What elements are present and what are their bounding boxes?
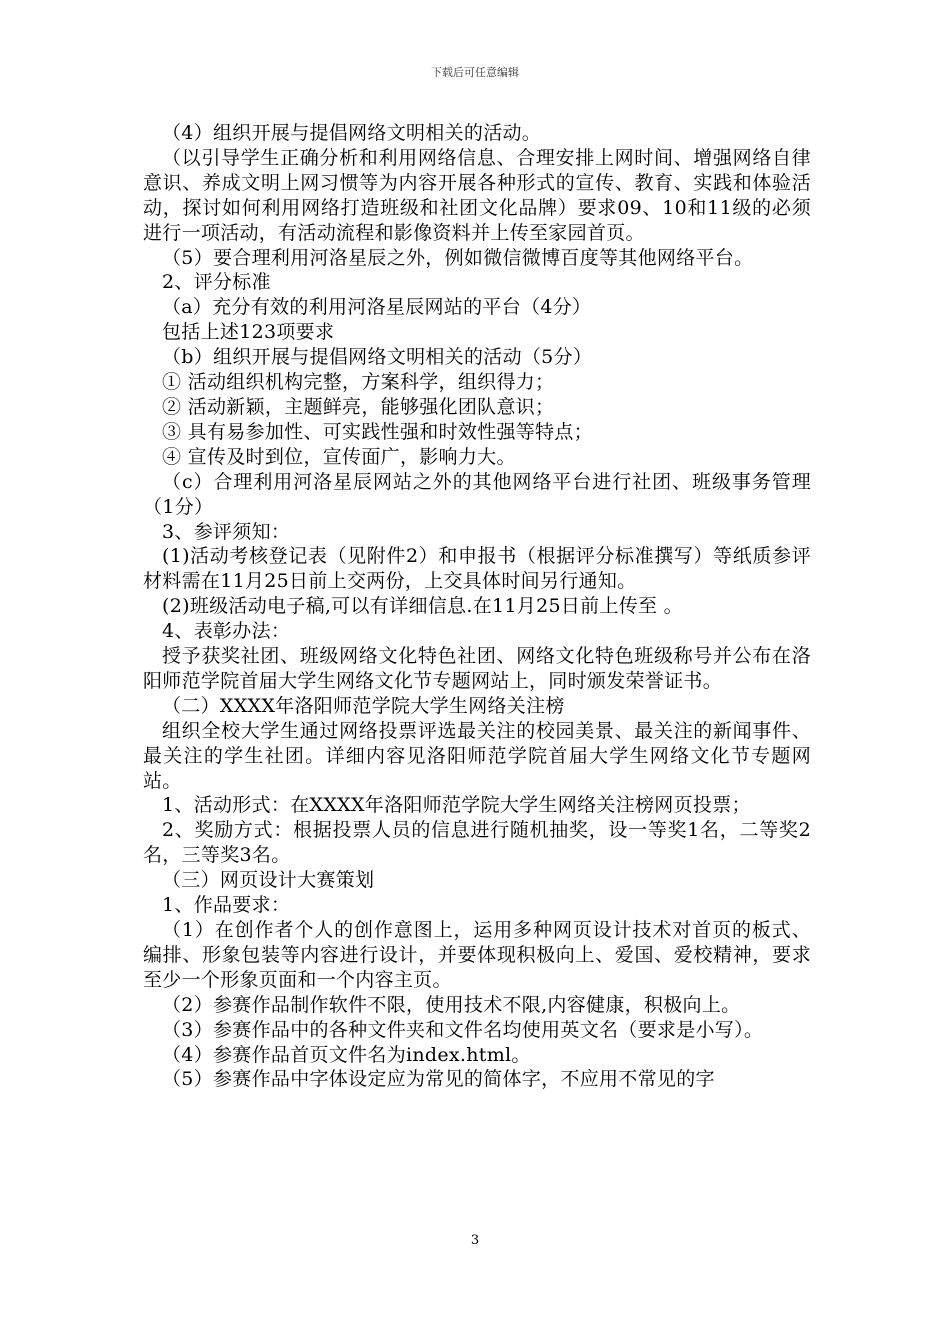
- paragraph: ① 活动组织机构完整，方案科学，组织得力；: [162, 371, 555, 394]
- paragraph: ② 活动新颖，主题鲜亮，能够强化团队意识；: [162, 395, 555, 418]
- paragraph: （2）参赛作品制作软件不限，使用技术不限,内容健康，积极向上。: [162, 993, 741, 1016]
- paragraph: （以引导学生正确分析和利用网络信息、合理安排上网时间、增强网络自律意识、养成文明上网习惯等为内容开展各种形式的宣传、教育、实践和体验活动，探讨如何利用网络打造班级和社团文化品牌）要求09、10和11级的必须进行一项活动，有活动流程和影像资料并上传至家园首页。: [143, 146, 811, 244]
- paragraph: （4）参赛作品首页文件名为index.html。: [162, 1043, 531, 1066]
- paragraph: 1、活动形式：在XXXX年洛阳师范学院大学生网络关注榜网页投票；: [162, 794, 751, 817]
- paragraph: 3、参评须知：: [162, 520, 291, 543]
- paragraph: （二）XXXX年洛阳师范学院大学生网络关注榜: [162, 694, 565, 717]
- paragraph: （三）网页设计大赛策划: [162, 869, 375, 892]
- paragraph: （5）参赛作品中字体设定应为常见的简体字，不应用不常见的字: [162, 1068, 715, 1091]
- document-body: [143, 121, 811, 1092]
- paragraph: （c）合理利用河洛星辰网站之外的其他网络平台进行社团、班级事务管理（1分）: [143, 470, 811, 518]
- paragraph: 组织全校大学生通过网络投票评选最关注的校园美景、最关注的新闻事件、最关注的学生社团。详细内容见洛阳师范学院首届大学生网络文化节专题网站。: [143, 719, 811, 792]
- paragraph: (2)班级活动电子稿,可以有详细信息.在11月25日前上传至 。: [162, 595, 683, 618]
- paragraph: （3）参赛作品中的各种文件夹和文件名均使用英文名（要求是小写）。: [162, 1018, 764, 1041]
- paragraph: 包括上述123项要求: [162, 321, 335, 344]
- paragraph: （a）充分有效的利用河洛星辰网站的平台（4分）: [162, 296, 592, 319]
- paragraph: （4）组织开展与提倡网络文明相关的活动。: [162, 122, 542, 144]
- page-header: 下载后可任意编辑: [431, 66, 519, 79]
- paragraph: ③ 具有易参加性、可实践性强和时效性强等特点；: [162, 420, 593, 443]
- page-number: 3: [470, 1233, 480, 1248]
- paragraph: （1）在创作者个人的创作意图上，运用多种网页设计技术对首页的板式、编排、形象包装等内容进行设计，并要体现积极向上、爱国、爱校精神，要求至少一个形象页面和一个内容主页。: [143, 919, 811, 991]
- paragraph: （b）组织开展与提倡网络文明相关的活动（5分）: [162, 346, 593, 369]
- paragraph: ④ 宣传及时到位，宣传面广，影响力大。: [162, 445, 516, 468]
- paragraph: 2、奖励方式：根据投票人员的信息进行随机抽奖，设一等奖1名，二等奖2名，三等奖3名。: [143, 819, 811, 867]
- paragraph: 授予获奖社团、班级网络文化特色社团、网络文化特色班级称号并公布在洛阳师范学院首届大学生网络文化节专题网站上，同时颁发荣誉证书。: [143, 645, 811, 692]
- paragraph: (1)活动考核登记表（见附件2）和申报书（根据评分标准撰写）等纸质参评材料需在11月25日前上交两份，上交具体时间另行通知。: [143, 545, 811, 593]
- paragraph: 1、作品要求：: [162, 894, 291, 917]
- paragraph: 2、评分标准: [162, 271, 271, 294]
- paragraph: （5）要合理利用河洛星辰之外，例如微信微博百度等其他网络平台。: [162, 246, 754, 269]
- paragraph: 4、表彰办法：: [162, 620, 291, 643]
